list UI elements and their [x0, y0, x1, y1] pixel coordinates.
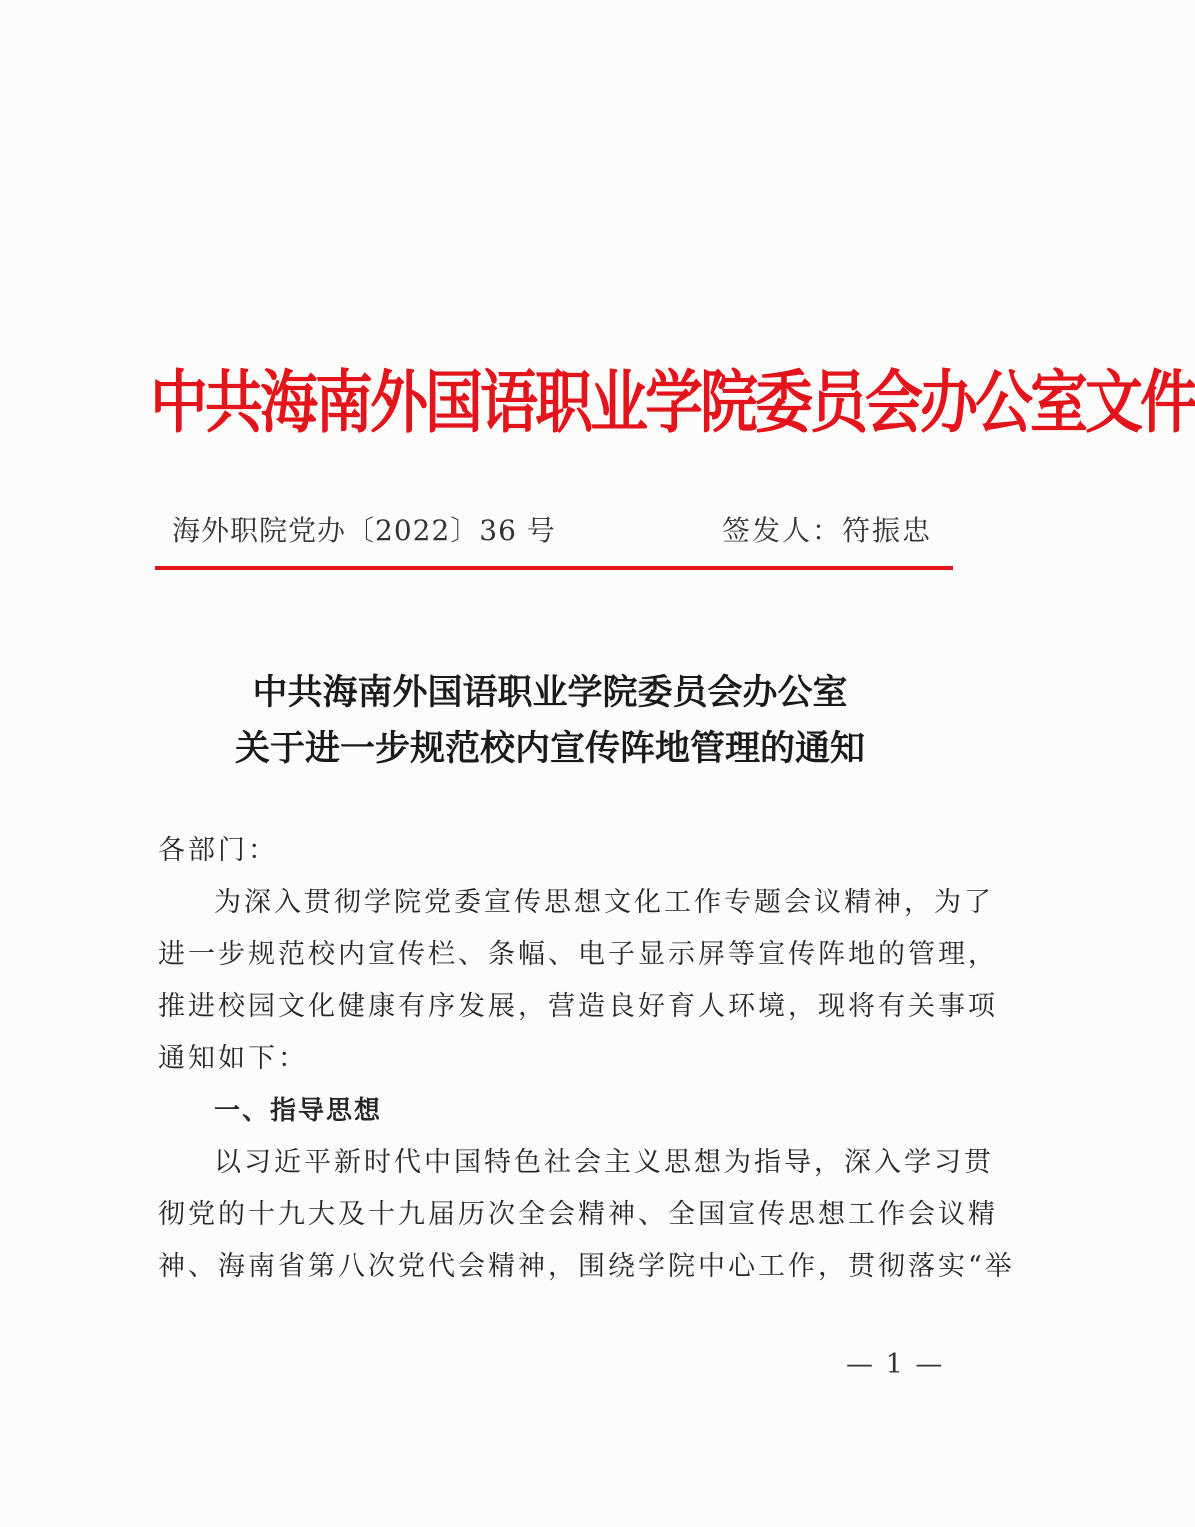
document-body — [158, 825, 1015, 1293]
red-separator-line — [155, 566, 953, 570]
issuer-signature: 签发人：符振忠 — [721, 514, 932, 547]
salutation: 各部门： — [158, 835, 278, 866]
title-line-1: 中共海南外国语职业学院委员会办公室 — [252, 672, 848, 713]
paragraph-2-line-3: 神、海南省第八次党代会精神，围绕学院中心工作，贯彻落实“举 — [158, 1251, 1015, 1282]
paragraph-1-line-4: 通知如下： — [158, 1043, 308, 1074]
paragraph-1-line-1: 为深入贯彻学院党委宣传思想文化工作专题会议精神，为了 — [214, 887, 994, 918]
paragraph-2-line-1: 以习近平新时代中国特色社会主义思想为指导，深入学习贯 — [214, 1147, 994, 1178]
paragraph-1-line-3: 推进校园文化健康有序发展，营造良好育人环境，现将有关事项 — [158, 991, 998, 1022]
paragraph-2-line-2: 彻党的十九大及十九届历次全会精神、全国宣传思想工作会议精 — [158, 1199, 998, 1230]
paragraph-1-line-2: 进一步规范校内宣传栏、条幅、电子显示屏等宣传阵地的管理， — [158, 939, 998, 970]
page-number: — 1 — — [846, 1349, 945, 1380]
issuing-org-header: 中共海南外国语职业学院委员会办公室文件 — [150, 362, 1195, 443]
section-1-heading: 一、指导思想 — [214, 1096, 383, 1126]
document-number: 海外职院党办〔2022〕36 号 — [172, 514, 556, 547]
title-line-2: 关于进一步规范校内宣传阵地管理的通知 — [234, 728, 865, 769]
document-title — [150, 665, 950, 777]
